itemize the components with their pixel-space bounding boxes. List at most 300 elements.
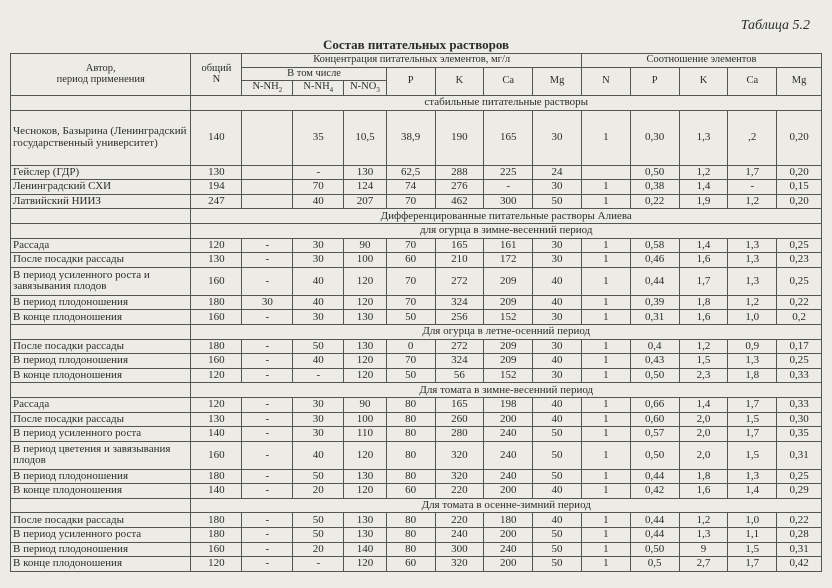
cell-ratio-p: 0,44: [630, 528, 679, 543]
cell-ca: 209: [484, 339, 533, 354]
cell-ratio-n: 1: [581, 484, 630, 499]
cell-ratio-ca: 1,0: [728, 310, 777, 325]
row-label: После посадки рассады: [11, 412, 191, 427]
cell-ratio-k: 1,2: [679, 513, 728, 528]
cell-n-no3: 120: [344, 354, 386, 369]
cell-ratio-mg: 0,33: [777, 397, 822, 412]
cell-p: 60: [386, 557, 435, 572]
cell-n-nh4: 35: [293, 110, 344, 165]
row-label: После посадки рассады: [11, 513, 191, 528]
cell-ratio-p: 0,60: [630, 412, 679, 427]
cell-n-no3: 100: [344, 253, 386, 268]
cell-ca: 240: [484, 542, 533, 557]
cell-n-nh2: -: [242, 557, 293, 572]
cell-k: 320: [435, 557, 484, 572]
cell-ratio-n: 1: [581, 397, 630, 412]
cell-total-n: 130: [191, 253, 242, 268]
cell-ca: 200: [484, 412, 533, 427]
cell-ratio-ca: 1,0: [728, 513, 777, 528]
header-n-nh2-text: N-NH: [252, 80, 279, 92]
cell-mg: 24: [533, 165, 582, 180]
cell-ratio-n: 1: [581, 180, 630, 195]
cell-p: 80: [386, 441, 435, 469]
cell-k: 462: [435, 194, 484, 209]
cell-ratio-n: 1: [581, 267, 630, 295]
table-row: [11, 238, 822, 253]
cell-ratio-mg: 0,25: [777, 469, 822, 484]
table-row: [11, 295, 822, 310]
cell-n-no3: 140: [344, 542, 386, 557]
cell-ratio-k: 1,6: [679, 253, 728, 268]
table-row: [11, 368, 822, 383]
cell-total-n: 160: [191, 310, 242, 325]
cell-total-n: 140: [191, 484, 242, 499]
cell-mg: 50: [533, 557, 582, 572]
cell-ratio-n: 1: [581, 368, 630, 383]
cell-ca: -: [484, 180, 533, 195]
row-label: Ленинградский СХИ: [11, 180, 191, 195]
cell-n-nh2: -: [242, 484, 293, 499]
row-label: После посадки рассады: [11, 339, 191, 354]
cell-n-nh2: -: [242, 427, 293, 442]
header-total-line2: N: [212, 73, 221, 85]
cell-total-n: 120: [191, 397, 242, 412]
cell-ratio-k: 2,7: [679, 557, 728, 572]
cell-n-nh2: -: [242, 469, 293, 484]
cell-n-no3: 110: [344, 427, 386, 442]
cell-n-nh4: 40: [293, 295, 344, 310]
cell-ratio-p: 0,42: [630, 484, 679, 499]
cell-ratio-n: 1: [581, 441, 630, 469]
cell-total-n: 180: [191, 513, 242, 528]
cell-ca: 198: [484, 397, 533, 412]
section-title-spacer: [11, 324, 191, 339]
cell-ratio-ca: 1,3: [728, 238, 777, 253]
table-row: [11, 513, 822, 528]
cell-ratio-mg: 0,42: [777, 557, 822, 572]
cell-mg: 30: [533, 238, 582, 253]
cell-ratio-mg: 0,23: [777, 253, 822, 268]
cell-ca: 161: [484, 238, 533, 253]
cell-n-nh2: -: [242, 441, 293, 469]
row-label: В период плодоношения: [11, 542, 191, 557]
cell-k: 165: [435, 238, 484, 253]
cell-ratio-p: 0,22: [630, 194, 679, 209]
header-total-line1: общий: [201, 62, 232, 74]
cell-n-nh2: -: [242, 397, 293, 412]
cell-mg: 40: [533, 397, 582, 412]
cell-ratio-n: [581, 165, 630, 180]
cell-ratio-ca: 1,2: [728, 194, 777, 209]
cell-total-n: 180: [191, 469, 242, 484]
cell-p: 80: [386, 427, 435, 442]
table-row: [11, 441, 822, 469]
table-row: [11, 194, 822, 209]
cell-k: 240: [435, 528, 484, 543]
header-conc-k: K: [435, 68, 484, 96]
cell-n-nh2: -: [242, 542, 293, 557]
cell-ratio-mg: 0,31: [777, 542, 822, 557]
row-label: Рассада: [11, 397, 191, 412]
cell-ratio-k: 1,6: [679, 484, 728, 499]
section-title-spacer: [11, 209, 191, 224]
table-row: [11, 110, 822, 165]
cell-p: 50: [386, 310, 435, 325]
cell-ratio-k: 1,2: [679, 165, 728, 180]
row-label: В период усиленного роста: [11, 528, 191, 543]
table-row: [11, 397, 822, 412]
header-ratio-n: N: [581, 68, 630, 96]
cell-mg: 50: [533, 441, 582, 469]
header-ratio-k: K: [679, 68, 728, 96]
cell-k: 280: [435, 427, 484, 442]
cell-ratio-n: 1: [581, 528, 630, 543]
header-total-n: [191, 54, 242, 96]
cell-n-nh4: 50: [293, 528, 344, 543]
cell-ca: 200: [484, 528, 533, 543]
cell-total-n: 120: [191, 238, 242, 253]
cell-n-nh4: 30: [293, 253, 344, 268]
cell-ratio-mg: 0,22: [777, 295, 822, 310]
table-number-label: Таблица 5.2: [740, 18, 810, 33]
cell-n-nh4: 40: [293, 267, 344, 295]
row-label: В период плодоношения: [11, 295, 191, 310]
cell-ratio-p: 0,31: [630, 310, 679, 325]
cell-n-nh4: -: [293, 557, 344, 572]
header-n-nh4: [293, 81, 344, 96]
cell-ratio-mg: 0,25: [777, 238, 822, 253]
table-row: [11, 542, 822, 557]
row-label: В период плодоношения: [11, 469, 191, 484]
header-author-line2: период применения: [56, 73, 145, 85]
cell-ratio-k: 1,3: [679, 528, 728, 543]
cell-k: 210: [435, 253, 484, 268]
section-title-row: [11, 324, 822, 339]
section-title-spacer: [11, 498, 191, 513]
cell-ratio-mg: 0,15: [777, 180, 822, 195]
cell-ratio-n: 1: [581, 354, 630, 369]
cell-ratio-p: 0,66: [630, 397, 679, 412]
cell-n-nh4: -: [293, 165, 344, 180]
cell-k: 324: [435, 354, 484, 369]
cell-ratio-k: 1,8: [679, 295, 728, 310]
cell-mg: 40: [533, 513, 582, 528]
cell-n-nh2: -: [242, 513, 293, 528]
cell-n-nh4: 40: [293, 194, 344, 209]
cell-n-no3: 130: [344, 513, 386, 528]
cell-ratio-mg: 0,31: [777, 441, 822, 469]
cell-ratio-mg: 0,25: [777, 354, 822, 369]
cell-mg: 30: [533, 368, 582, 383]
cell-k: 56: [435, 368, 484, 383]
cell-ratio-k: 2,3: [679, 368, 728, 383]
cell-ca: 180: [484, 513, 533, 528]
row-label: Гейслер (ГДР): [11, 165, 191, 180]
cell-ratio-n: 1: [581, 557, 630, 572]
cell-n-nh2: -: [242, 368, 293, 383]
cell-mg: 30: [533, 110, 582, 165]
header-conc-mg: Mg: [533, 68, 582, 96]
cell-total-n: 160: [191, 267, 242, 295]
cell-ratio-ca: 1,1: [728, 528, 777, 543]
table-row: [11, 253, 822, 268]
cell-ratio-p: 0,30: [630, 110, 679, 165]
header-author-line1: Автор,: [85, 62, 116, 74]
cell-p: 70: [386, 194, 435, 209]
cell-ratio-mg: 0,25: [777, 267, 822, 295]
cell-n-nh2: -: [242, 267, 293, 295]
table-row: [11, 427, 822, 442]
row-label: В конце плодоношения: [11, 484, 191, 499]
cell-ratio-ca: 1,4: [728, 484, 777, 499]
cell-ratio-mg: 0,35: [777, 427, 822, 442]
cell-p: 50: [386, 368, 435, 383]
row-label: В конце плодоношения: [11, 368, 191, 383]
cell-ca: 172: [484, 253, 533, 268]
cell-n-no3: 90: [344, 238, 386, 253]
cell-ca: 240: [484, 469, 533, 484]
cell-total-n: 160: [191, 441, 242, 469]
header-n-nh4-text: N-NH: [303, 80, 330, 92]
cell-total-n: 140: [191, 110, 242, 165]
cell-n-no3: 120: [344, 267, 386, 295]
cell-ratio-mg: 0,30: [777, 412, 822, 427]
cell-p: 70: [386, 295, 435, 310]
cell-ratio-k: 1,9: [679, 194, 728, 209]
cell-n-nh4: 40: [293, 441, 344, 469]
cell-ratio-ca: 1,7: [728, 397, 777, 412]
cell-ca: 200: [484, 557, 533, 572]
cell-mg: 50: [533, 427, 582, 442]
table-row: [11, 339, 822, 354]
header-ratio-mg: Mg: [777, 68, 822, 96]
table-row: [11, 412, 822, 427]
cell-ratio-p: 0,58: [630, 238, 679, 253]
row-label: В период усиленного роста: [11, 427, 191, 442]
cell-ratio-p: 0,44: [630, 513, 679, 528]
cell-mg: 50: [533, 528, 582, 543]
cell-ratio-n: 1: [581, 412, 630, 427]
cell-n-nh2: -: [242, 354, 293, 369]
cell-ratio-p: 0,46: [630, 253, 679, 268]
header-n-nh4-sub: 4: [329, 85, 334, 94]
cell-mg: 40: [533, 267, 582, 295]
header-conc-ca: Ca: [484, 68, 533, 96]
cell-n-nh2: -: [242, 310, 293, 325]
header-n-no3-text: N-NO: [350, 80, 377, 92]
cell-n-no3: 130: [344, 339, 386, 354]
cell-n-nh4: 40: [293, 354, 344, 369]
cell-n-nh4: 20: [293, 542, 344, 557]
cell-ratio-k: 1,2: [679, 339, 728, 354]
header-ratio-ca: Ca: [728, 68, 777, 96]
cell-ratio-n: 1: [581, 513, 630, 528]
row-label: В конце плодоношения: [11, 310, 191, 325]
cell-n-no3: 130: [344, 528, 386, 543]
table-body: [11, 96, 822, 572]
cell-p: 74: [386, 180, 435, 195]
section-title: Дифференцированные питательные растворы Алиева: [191, 209, 822, 224]
cell-n-no3: 120: [344, 295, 386, 310]
section-title: стабильные питательные растворы: [191, 96, 822, 111]
cell-n-no3: 100: [344, 412, 386, 427]
section-title: Для огурца в летне-осенний период: [191, 324, 822, 339]
table-row: [11, 528, 822, 543]
cell-n-nh2: [242, 110, 293, 165]
section-title: Для томата в зимне-весенний период: [191, 383, 822, 398]
section-subtitle-spacer: [11, 223, 191, 238]
cell-ca: 240: [484, 427, 533, 442]
cell-p: 70: [386, 238, 435, 253]
header-author: [11, 54, 191, 96]
section-title-row: [11, 96, 822, 111]
cell-n-no3: 130: [344, 310, 386, 325]
row-label: Латвийский НИИЗ: [11, 194, 191, 209]
cell-n-nh4: 30: [293, 238, 344, 253]
cell-mg: 30: [533, 253, 582, 268]
header-n-nh2-sub: 2: [278, 85, 283, 94]
cell-k: 272: [435, 267, 484, 295]
cell-n-nh2: [242, 180, 293, 195]
cell-ratio-ca: 1,3: [728, 267, 777, 295]
cell-ratio-n: 1: [581, 310, 630, 325]
cell-ratio-ca: 0,9: [728, 339, 777, 354]
cell-ratio-mg: 0,29: [777, 484, 822, 499]
cell-ratio-k: 1,4: [679, 397, 728, 412]
cell-p: 70: [386, 267, 435, 295]
cell-n-no3: 130: [344, 469, 386, 484]
cell-n-no3: 10,5: [344, 110, 386, 165]
cell-ratio-ca: 1,8: [728, 368, 777, 383]
section-title-row: [11, 498, 822, 513]
cell-ratio-ca: 1,7: [728, 557, 777, 572]
header-n-no3-sub: 3: [376, 85, 380, 94]
cell-ratio-k: 1,6: [679, 310, 728, 325]
table-row: [11, 310, 822, 325]
cell-p: 80: [386, 513, 435, 528]
cell-ratio-ca: 1,5: [728, 412, 777, 427]
cell-ca: 300: [484, 194, 533, 209]
cell-p: 0: [386, 339, 435, 354]
row-label: Чесноков, Базырина (Ленинградский государственный университет): [11, 110, 191, 165]
cell-mg: 50: [533, 542, 582, 557]
section-title-row: [11, 383, 822, 398]
cell-n-no3: 130: [344, 165, 386, 180]
cell-ratio-mg: 0,2: [777, 310, 822, 325]
cell-ratio-mg: 0,20: [777, 165, 822, 180]
section-title-row: [11, 209, 822, 224]
cell-n-nh2: -: [242, 412, 293, 427]
cell-p: 60: [386, 253, 435, 268]
cell-ratio-mg: 0,22: [777, 513, 822, 528]
cell-n-nh4: 50: [293, 469, 344, 484]
cell-n-nh2: [242, 194, 293, 209]
cell-ratio-p: 0,4: [630, 339, 679, 354]
cell-total-n: 180: [191, 295, 242, 310]
header-including: В том числе: [242, 68, 386, 81]
cell-n-no3: 207: [344, 194, 386, 209]
row-label: В конце плодоношения: [11, 557, 191, 572]
table-row: [11, 180, 822, 195]
cell-n-no3: 90: [344, 397, 386, 412]
header-n-nh2: [242, 81, 293, 96]
cell-ratio-n: 1: [581, 469, 630, 484]
cell-ratio-ca: 1,3: [728, 354, 777, 369]
cell-n-nh4: 50: [293, 513, 344, 528]
cell-ratio-mg: 0,20: [777, 110, 822, 165]
cell-p: 80: [386, 469, 435, 484]
cell-ca: 209: [484, 354, 533, 369]
cell-k: 320: [435, 469, 484, 484]
cell-ca: 209: [484, 267, 533, 295]
cell-n-nh2: -: [242, 238, 293, 253]
cell-ratio-p: 0,50: [630, 368, 679, 383]
cell-n-nh2: -: [242, 339, 293, 354]
cell-ratio-p: 0,44: [630, 469, 679, 484]
cell-total-n: 180: [191, 339, 242, 354]
cell-ratio-p: 0,57: [630, 427, 679, 442]
cell-n-nh4: 50: [293, 339, 344, 354]
table-title: Состав питательных растворов: [322, 37, 510, 52]
cell-total-n: 180: [191, 528, 242, 543]
section-title-spacer: [11, 383, 191, 398]
cell-p: 70: [386, 354, 435, 369]
cell-ratio-k: 2,0: [679, 412, 728, 427]
header-n-no3: [344, 81, 386, 96]
cell-n-no3: 120: [344, 441, 386, 469]
cell-ratio-p: 0,43: [630, 354, 679, 369]
cell-ratio-n: 1: [581, 295, 630, 310]
cell-mg: 40: [533, 484, 582, 499]
row-label: Рассада: [11, 238, 191, 253]
cell-ca: 165: [484, 110, 533, 165]
cell-ratio-k: 1,8: [679, 469, 728, 484]
section-subtitle: для огурца в зимне-весенний период: [191, 223, 822, 238]
cell-total-n: 247: [191, 194, 242, 209]
cell-ratio-p: 0,50: [630, 542, 679, 557]
cell-mg: 40: [533, 412, 582, 427]
cell-ratio-n: 1: [581, 253, 630, 268]
cell-total-n: 160: [191, 542, 242, 557]
cell-ca: 152: [484, 368, 533, 383]
cell-ratio-ca: ,2: [728, 110, 777, 165]
cell-ratio-mg: 0,20: [777, 194, 822, 209]
nutrient-solutions-table: [10, 53, 822, 572]
cell-k: 220: [435, 513, 484, 528]
cell-ratio-p: 0,44: [630, 267, 679, 295]
cell-k: 260: [435, 412, 484, 427]
cell-ca: 209: [484, 295, 533, 310]
cell-n-no3: 120: [344, 368, 386, 383]
cell-ratio-n: 1: [581, 238, 630, 253]
cell-ratio-p: 0,50: [630, 441, 679, 469]
cell-mg: 40: [533, 295, 582, 310]
cell-p: 80: [386, 412, 435, 427]
cell-p: 60: [386, 484, 435, 499]
cell-ratio-p: 0,50: [630, 165, 679, 180]
table-row: [11, 557, 822, 572]
cell-k: 300: [435, 542, 484, 557]
cell-ratio-ca: 1,7: [728, 165, 777, 180]
cell-ratio-n: 1: [581, 427, 630, 442]
table-row: [11, 267, 822, 295]
cell-ca: 240: [484, 441, 533, 469]
cell-ratio-n: 1: [581, 339, 630, 354]
cell-ratio-mg: 0,17: [777, 339, 822, 354]
cell-mg: 50: [533, 469, 582, 484]
cell-n-no3: 120: [344, 484, 386, 499]
cell-n-nh2: 30: [242, 295, 293, 310]
